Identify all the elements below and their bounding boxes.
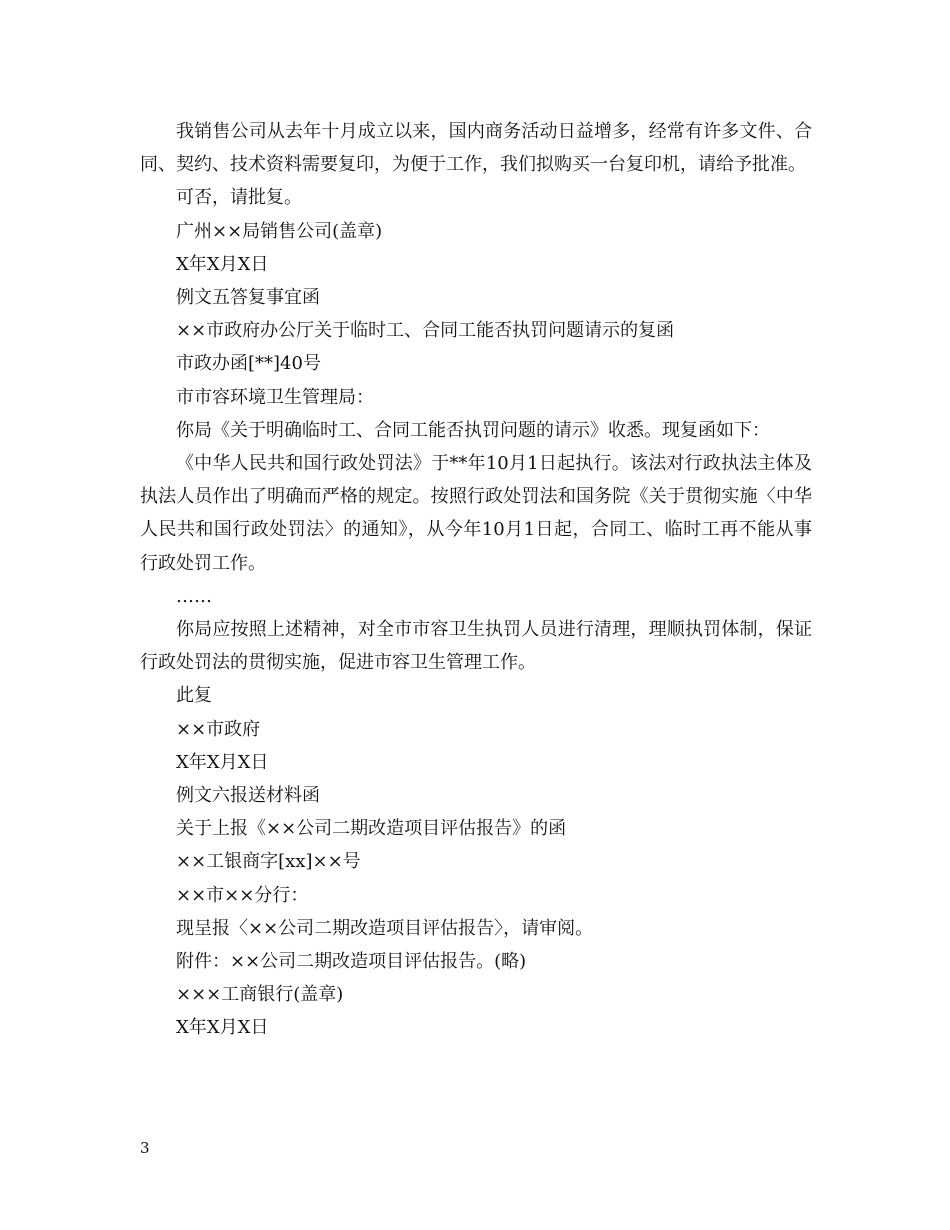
paragraph-reply-intro: 你局《关于明确临时工、合同工能否执罚问题的请示》收悉。现复函如下： [176,419,770,441]
paragraph-date-2: X年X月X日 [176,751,269,773]
paragraph-example-six-title: 例文六报送材料函 [176,785,320,807]
paragraph-sender-city-government: ××市政府 [176,718,261,740]
paragraph-report-letter-title: 关于上报《××公司二期改造项目评估报告》的函 [176,818,567,840]
paragraph-reply-letter-title: ××市政府办公厅关于临时工、合同工能否执罚问题请示的复函 [176,320,675,342]
paragraph-request-body: 我销售公司从去年十月成立以来，国内商务活动日益增多，经常有许多文件、合同、契约、技术资料需要复印，为便于工作，我们拟购买一台复印机，请给予批准。 [140,121,812,176]
page-number: 3 [140,1139,150,1157]
document-body [140,115,812,1045]
paragraph-sender-sales-company: 广州××局销售公司(盖章) [176,220,383,242]
paragraph-reply-closing: 此复 [176,685,212,707]
paragraph-request-closing: 可否，请批复。 [176,187,302,209]
paragraph-date-3: X年X月X日 [176,1017,269,1039]
paragraph-ellipsis: …… [176,585,212,607]
paragraph-reply-main: 《中华人民共和国行政处罚法》于**年10月1日起执行。该法对行政执法主体及执法人员作出了明确而严格的规定。按照行政处罚法和国务院《关于贯彻实施〈中华人民共和国行政处罚法〉的通知》，从今年10月1日起，合同工、临时工再不能从事行政处罚工作。 [140,453,812,574]
paragraph-sender-bank: ×××工商银行(盖章) [176,984,344,1006]
paragraph-attachment: 附件：××公司二期改造项目评估报告。(略) [176,951,527,973]
paragraph-date-1: X年X月X日 [176,253,269,275]
paragraph-reply-instruction: 你局应按照上述精神，对全市市容卫生执罚人员进行清理，理顺执罚体制，保证行政处罚法的贯彻实施，促进市容卫生管理工作。 [140,619,812,674]
paragraph-recipient-1: 市市容环境卫生管理局： [176,386,374,408]
paragraph-document-number-2: ××工银商字[xx]××号 [176,851,361,873]
paragraph-document-number-1: 市政办函[**]40号 [176,353,321,375]
paragraph-report-body: 现呈报〈××公司二期改造项目评估报告〉，请审阅。 [176,917,594,939]
paragraph-recipient-2: ××市××分行： [176,884,309,906]
paragraph-example-five-title: 例文五答复事宜函 [176,287,320,309]
